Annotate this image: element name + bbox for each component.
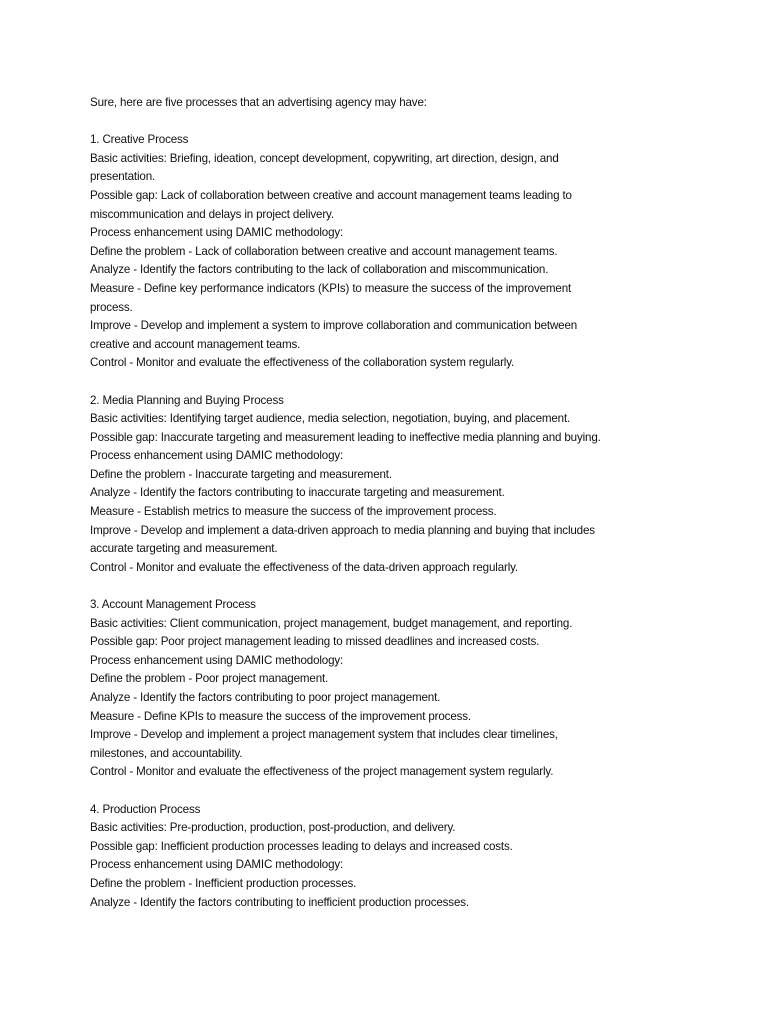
section-line: Measure - Establish metrics to measure the success of the improvement process. bbox=[90, 505, 497, 519]
section-line: Analyze - Identify the factors contributing to inaccurate targeting and measurement. bbox=[90, 486, 505, 500]
paragraph-gap bbox=[90, 113, 690, 132]
section-line: Analyze - Identify the factors contributing to poor project management. bbox=[90, 691, 441, 704]
section-line: creative and account management teams. bbox=[90, 337, 301, 351]
section-line: miscommunication and delays in project delivery. bbox=[90, 207, 334, 221]
section-line: Analyze - Identify the factors contributing to the lack of collaboration and miscommunication. bbox=[90, 263, 549, 277]
section-line: Control - Monitor and evaluate the effectiveness of the project management system regularly. bbox=[90, 765, 554, 779]
section-line: Define the problem - Lack of collaboration between creative and account management teams. bbox=[90, 244, 558, 258]
section-line: Control - Monitor and evaluate the effectiveness of the data-driven approach regularly. bbox=[90, 560, 518, 574]
section-line: Process enhancement using DAMIC methodology: bbox=[90, 653, 344, 667]
section-heading: 4. Production Process bbox=[90, 802, 201, 816]
section-line: Basic activities: Pre-production, production, post-production, and delivery. bbox=[90, 821, 456, 835]
section-line: Define the problem - Poor project management. bbox=[90, 672, 329, 686]
intro-line: Sure, here are five processes that an advertising agency may have: bbox=[90, 96, 427, 109]
section-line: Process enhancement using DAMIC methodology: bbox=[90, 858, 344, 872]
document-body bbox=[90, 94, 690, 912]
section-line: Measure - Define KPIs to measure the success of the improvement process. bbox=[90, 709, 471, 723]
section-line: process. bbox=[90, 300, 133, 314]
section-line: Measure - Define key performance indicators (KPIs) to measure the success of the improvement bbox=[90, 281, 572, 295]
section-line: Improve - Develop and implement a data-driven approach to media planning and buying that includes bbox=[90, 523, 595, 537]
section-line: Control - Monitor and evaluate the effectiveness of the collaboration system regularly. bbox=[90, 356, 515, 370]
section-line: Process enhancement using DAMIC methodology: bbox=[90, 449, 344, 463]
section-line: Process enhancement using DAMIC methodology: bbox=[90, 226, 344, 240]
section-line: milestones, and accountability. bbox=[90, 746, 243, 760]
paragraph-gap bbox=[90, 577, 690, 596]
section-line: presentation. bbox=[90, 170, 156, 184]
section-line: Possible gap: Poor project management leading to missed deadlines and increased costs. bbox=[90, 635, 540, 649]
section-line: Basic activities: Identifying target audience, media selection, negotiation, buying, and placement. bbox=[90, 412, 571, 426]
section-line: Basic activities: Briefing, ideation, concept development, copywriting, art direction, design, and bbox=[90, 151, 559, 165]
section-line: Basic activities: Client communication, project management, budget management, and reporting. bbox=[90, 616, 573, 630]
section-line: Improve - Develop and implement a system to improve collaboration and communication between bbox=[90, 319, 578, 333]
section-line: Possible gap: Lack of collaboration between creative and account management teams leading to bbox=[90, 188, 572, 202]
section-line: accurate targeting and measurement. bbox=[90, 542, 278, 556]
section-line: Define the problem - Inefficient production processes. bbox=[90, 876, 357, 890]
section-heading: 2. Media Planning and Buying Process bbox=[90, 393, 284, 407]
section-line: Possible gap: Inefficient production processes leading to delays and increased costs. bbox=[90, 839, 513, 853]
section-heading: 3. Account Management Process bbox=[90, 598, 256, 612]
section-line: Possible gap: Inaccurate targeting and measurement leading to ineffective media planning and buying. bbox=[90, 430, 601, 444]
paragraph-gap bbox=[90, 373, 690, 392]
section-line: Improve - Develop and implement a project management system that includes clear timelines, bbox=[90, 728, 558, 742]
section-line: Define the problem - Inaccurate targeting and measurement. bbox=[90, 467, 392, 481]
paragraph-gap bbox=[90, 782, 690, 801]
section-line: Analyze - Identify the factors contributing to inefficient production processes. bbox=[90, 895, 469, 909]
section-heading: 1. Creative Process bbox=[90, 133, 189, 147]
